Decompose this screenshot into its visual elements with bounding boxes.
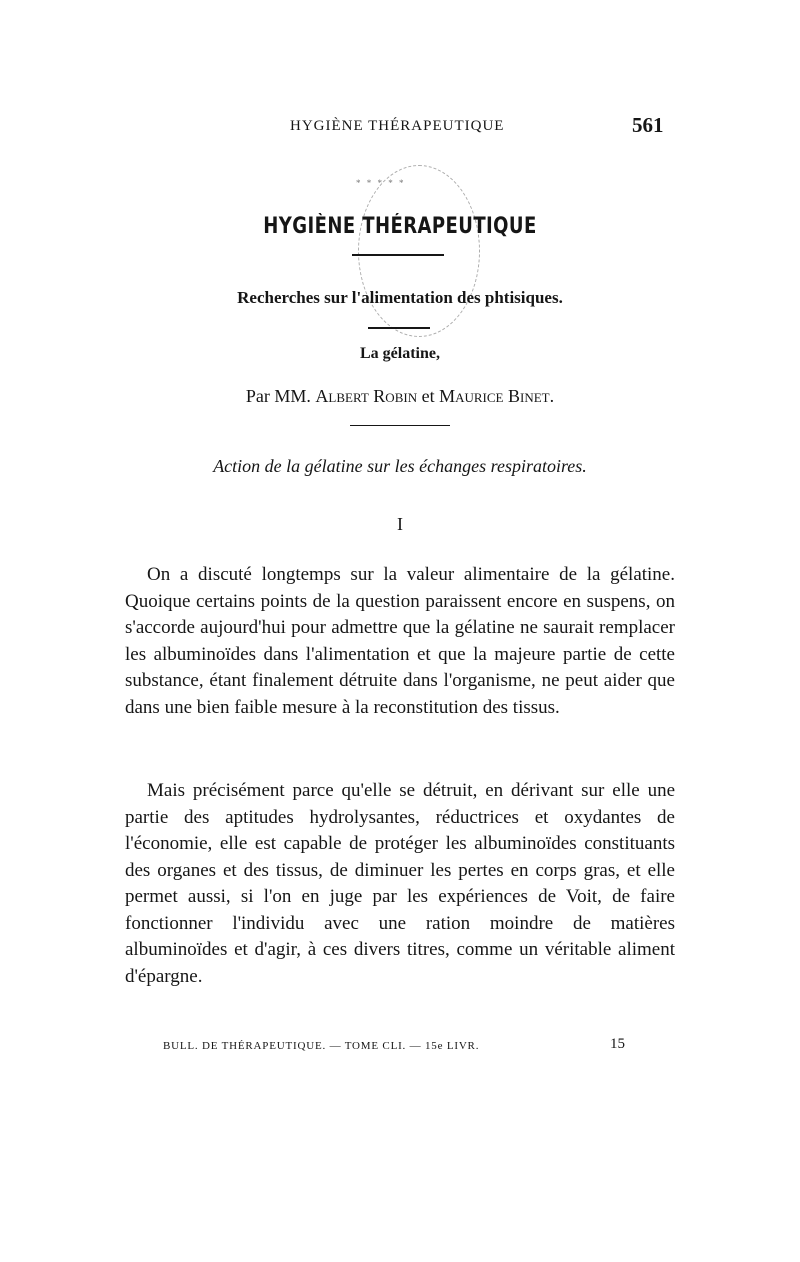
author-name: Maurice Binet. — [439, 386, 555, 406]
footer-signature-line: BULL. DE THÉRAPEUTIQUE. — TOME CLI. — 15e LIVR. — [163, 1040, 480, 1052]
divider-rule — [352, 254, 444, 256]
article-subtitle: La gélatine, — [360, 345, 440, 362]
authors-join: et — [421, 386, 435, 406]
library-stamp — [358, 165, 480, 337]
chapter-title: Action de la gélatine sur les échanges respiratoires. — [213, 456, 587, 476]
divider-rule — [368, 327, 430, 329]
section-title: HYGIÈNE THÉRAPEUTIQUE — [263, 214, 537, 239]
section-number: I — [397, 514, 403, 534]
running-header: HYGIÈNE THÉRAPEUTIQUE — [290, 118, 505, 134]
article-title: Recherches sur l'alimentation des phtisiques. — [237, 288, 563, 307]
printer-signature: 15 — [610, 1036, 625, 1052]
authors-prefix: Par MM. — [245, 386, 311, 406]
body-paragraph: Mais précisément parce qu'elle se détruit, en dérivant sur elle une partie des aptitudes hydrolysantes, réductrices et oxydantes de l'économie, elle est capable de protéger les albuminoïdes constituants des organes et des tissus, de diminuer les pertes en corps gras, et elle permet aussi, si l'on en juge par les expériences de Voit, de faire fonctionner l'individu avec une ration moindre de matières albuminoïdes et d'agir, à ces divers titres, comme un véritable aliment d'épargne. — [125, 780, 675, 987]
authors-line — [0, 386, 800, 407]
body-paragraph: On a discuté longtemps sur la valeur alimentaire de la gélatine. Quoique certains points de la question paraissent encore en suspens, on s'accorde aujourd'hui pour admettre que la gélatine ne saurait remplacer les albuminoïdes dans l'alimentation et que la majeure partie de cette substance, étant finalement détruite dans l'organisme, ne peut aider que dans une bien faible mesure à la reconstitution des tissus. — [125, 564, 675, 718]
author-name: Albert Robin — [315, 386, 418, 406]
divider-rule — [350, 425, 450, 426]
page-number: 561 — [632, 113, 664, 137]
stamp-text: * * * * * — [356, 178, 406, 188]
